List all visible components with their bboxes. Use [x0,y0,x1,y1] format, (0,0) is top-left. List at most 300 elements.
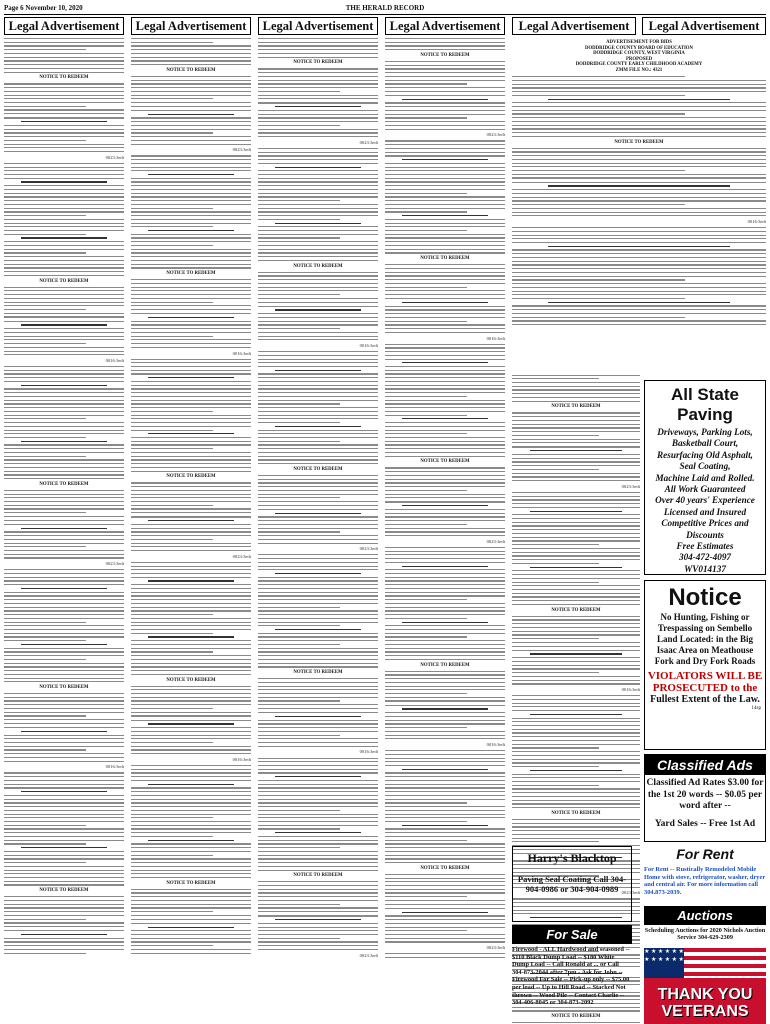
text-line [4,735,124,736]
bold-address-line [402,622,488,623]
text-line [131,892,251,893]
text-line [131,200,251,201]
text-line [4,437,86,438]
text-line [131,400,251,401]
text-line [258,494,378,495]
text-line [512,110,766,111]
text-line [4,136,124,137]
text-line [4,919,86,920]
text-line [4,321,124,322]
column-3 [258,17,378,1024]
text-line [512,424,640,425]
text-line [4,512,86,513]
text-line [258,592,378,593]
text-line [385,858,505,859]
text-line [512,706,640,707]
text-line [385,919,505,920]
text-line [258,686,378,687]
text-line [4,252,86,253]
text-line [385,381,505,382]
text-line [4,264,124,265]
text-line [131,444,251,445]
text-line [131,949,251,950]
legal-heading: Legal Advertisement [258,17,378,35]
text-line [385,204,505,205]
text-line [385,531,505,532]
text-line [4,147,124,148]
text-line [131,381,251,382]
ad-line: All Work Guaranteed [664,484,746,495]
text-line [4,715,86,716]
text-line [131,336,213,337]
text-line [512,287,766,288]
text-line [131,614,213,615]
text-line [4,625,124,626]
text-line [385,223,505,224]
text-line [131,163,251,164]
yard-sales-note: Yard Sales -- Free 1st Ad [654,818,756,829]
text-line [512,646,640,647]
text-line [258,204,378,205]
text-line [385,226,505,227]
text-line [131,584,251,585]
text-line [385,328,505,329]
section-heading: NOTICE TO REDEEM [293,670,343,676]
text-line [131,411,213,412]
text-line [258,415,378,416]
text-line [512,574,640,575]
text-line [512,751,640,752]
text-line [385,569,505,570]
text-line [4,459,124,460]
text-line [258,949,378,950]
text-line [131,851,251,852]
text-line [512,442,640,443]
text-line [385,610,505,611]
text-line [131,83,251,84]
text-line [512,807,640,808]
text-line [258,765,378,766]
text-line [512,788,640,789]
bold-address-line [275,223,361,224]
text-line [4,106,86,107]
text-line [4,907,124,908]
text-line [131,772,251,773]
text-line [258,636,378,637]
bold-address-line [402,708,488,709]
text-line [4,546,86,547]
text-line [258,178,378,179]
text-line [4,674,124,675]
text-line [385,892,505,893]
text-line [131,866,251,867]
text-line [131,343,251,344]
text-line [4,332,124,333]
text-line [385,237,505,238]
bold-address-line [275,776,361,777]
text-line [385,735,505,736]
for-rent-section [644,846,766,896]
text-line [385,693,467,694]
text-line [385,140,505,141]
text-line [4,761,124,762]
text-line [4,877,124,878]
text-line [258,554,378,555]
text-line [512,257,766,258]
text-line [258,855,378,856]
text-line [258,114,378,115]
text-line [258,87,378,88]
text-line [131,930,251,931]
text-line [258,68,378,69]
text-line [512,657,640,658]
text-line [4,347,124,348]
text-line [385,208,505,209]
text-line [512,208,766,209]
text-line [385,411,505,412]
text-line [385,125,505,126]
text-line [385,562,505,563]
text-line [512,461,640,462]
legal-heading: Legal Advertisement [642,17,766,35]
text-line [4,666,124,667]
text-line [131,934,251,935]
text-line [131,562,251,563]
text-line [385,934,505,935]
text-line [4,343,86,344]
text-line [512,102,766,103]
text-line [131,181,251,182]
text-line [131,260,251,261]
bold-address-line [275,629,361,630]
text-line [131,452,251,453]
text-line [258,279,378,280]
bold-address-line [21,791,107,792]
text-line [512,826,640,827]
text-line [258,802,378,803]
text-line [385,317,505,318]
text-line [385,885,505,886]
text-line [4,215,86,216]
text-line [258,230,378,231]
text-line [131,900,251,901]
text-line [512,631,640,632]
text-line [512,627,640,628]
text-line [258,463,378,464]
text-line [385,110,505,111]
text-line [4,573,124,574]
text-line [4,840,124,841]
text-line [385,72,505,73]
text-line [258,396,378,397]
text-line [131,821,251,822]
text-line [512,177,766,178]
text-line [131,806,251,807]
text-line [258,787,378,788]
text-line [4,584,124,585]
text-line [258,388,378,389]
text-line [131,448,213,449]
bold-address-line [148,840,234,841]
text-line [258,666,378,667]
text-line [131,60,251,61]
text-line [4,670,124,671]
text-line [131,566,251,567]
ad-code: 0016:3edt [486,742,505,747]
text-line [131,573,251,574]
text-line [385,547,505,548]
text-line [258,516,378,517]
text-line [258,260,378,261]
text-line [385,644,505,645]
text-line [4,505,124,506]
text-line [258,700,340,701]
text-line [512,212,766,213]
section-heading: NOTICE TO REDEEM [166,271,216,277]
text-line [385,275,505,276]
text-line [512,386,640,387]
text-line [385,170,505,171]
text-line [4,784,124,785]
text-line [131,799,251,800]
text-line [258,742,378,743]
text-line [385,636,467,637]
for-rent-body: For Rent -- Rustically Remodeled Mobile Home with stove, refrigerator, washer, dryer and central air. For more information call 304.873-2039. [644,866,766,896]
text-line [512,563,599,564]
text-line [4,678,124,679]
text-line [258,159,378,160]
text-line [4,204,124,205]
text-line [258,814,378,815]
text-line [258,215,378,216]
text-line [4,444,124,445]
text-line [4,196,124,197]
bold-address-line [530,567,622,568]
text-line [512,736,640,737]
text-line [4,636,124,637]
text-line [512,552,640,553]
text-line [258,422,340,423]
text-line [258,95,378,96]
bold-address-line [21,528,107,529]
text-line [512,454,640,455]
text-line [512,604,640,605]
bold-address-line [530,450,622,451]
ad-line: Competitive Prices and [661,518,749,529]
ad-line: Driveways, Parking Lots, [657,427,753,437]
text-line [131,241,251,242]
text-line [4,219,124,220]
text-line [258,520,378,521]
column-2 [131,17,251,1024]
text-line [4,633,124,634]
text-line [131,256,251,257]
text-line [258,735,340,736]
section-heading: NOTICE TO REDEEM [293,466,343,472]
text-line [131,362,251,363]
text-line [258,712,378,713]
text-line [385,486,505,487]
text-line [258,448,378,449]
text-line [4,651,124,652]
veterans-text: THANK YOU VETERANS [657,986,753,1020]
text-line [512,324,766,325]
text-line [512,518,640,519]
bold-address-line [275,167,361,168]
text-line [512,600,640,601]
text-line [131,279,251,280]
ad-line: Basketball Court, [671,438,739,449]
text-line [4,200,124,201]
ad-code: 0016:3edt [359,749,378,755]
text-line [4,881,124,882]
text-line [512,672,599,673]
text-line [131,915,251,916]
text-line [258,769,378,770]
text-line [258,355,378,356]
text-line [4,400,124,401]
text-line [385,234,505,235]
text-line [131,287,251,288]
ad-title: All State Paving [670,385,740,424]
text-line [385,181,505,182]
text-line [385,618,467,619]
text-line [385,241,505,242]
text-line [385,471,505,472]
text-line [4,825,86,826]
text-line [4,91,124,92]
text-line [131,459,251,460]
text-line [131,577,251,578]
text-line [258,174,378,175]
text-line [4,592,124,593]
text-line [258,505,378,506]
text-line [4,915,124,916]
text-line [4,941,124,942]
text-line [512,166,766,167]
text-line [258,761,378,762]
bold-address-line [548,246,731,247]
text-line [385,607,505,608]
text-line [4,275,124,276]
text-line [258,723,378,724]
text-line [131,889,251,890]
text-line [131,42,213,43]
section-heading: NOTICE TO REDEEM [293,60,343,66]
bold-address-line [21,934,107,935]
bold-address-line [148,927,234,928]
text-line [4,403,124,404]
ad-code: 0023:3edt [621,890,640,896]
text-line [385,580,505,581]
text-line [385,761,505,762]
page-date: Page 6 November 10, 2020 [4,4,83,12]
text-line [131,625,251,626]
text-line [385,832,505,833]
text-line [512,279,685,280]
text-line [385,163,505,164]
text-line [512,480,640,481]
text-line [385,772,505,773]
text-line [4,211,124,212]
text-line [512,578,640,579]
text-line [385,697,505,698]
text-line [512,570,640,571]
text-line [131,193,251,194]
text-line [385,633,505,634]
bold-address-line [21,731,107,732]
text-line [4,569,124,570]
text-line [512,544,599,545]
text-line [512,766,599,767]
ad-code: 0023:3edt [359,139,378,145]
text-line [385,551,505,552]
bold-address-line [402,418,488,419]
text-line [4,501,124,502]
text-line [4,305,124,306]
text-line [4,407,124,408]
text-line [4,185,124,186]
text-line [131,170,251,171]
text-line [512,529,640,530]
text-line [385,193,467,194]
text-line [385,625,505,626]
text-line [258,200,340,201]
text-line [4,873,124,874]
text-line [4,843,86,844]
text-line [385,287,467,288]
text-line [258,80,378,81]
text-line [131,720,251,721]
bold-address-line [21,441,107,442]
text-line [258,930,378,931]
text-line [4,366,124,367]
text-line [131,543,251,544]
section-heading: NOTICE TO REDEEM [420,52,470,58]
text-line [512,298,685,299]
text-line [131,249,251,250]
violators-text: VIOLATORS WILL BE PROSECUTED to the [647,670,763,694]
text-line [4,426,124,427]
ad-code: 0023:3edt [486,538,505,544]
text-line [385,881,505,882]
text-line [385,847,505,848]
text-line [258,738,378,739]
bold-address-line [402,566,488,567]
section-heading: NOTICE TO REDEEM [39,75,89,81]
text-line [131,64,251,65]
text-line [512,533,640,534]
text-line [131,294,251,295]
text-line [258,226,378,227]
text-line [258,746,378,747]
text-line [4,697,124,698]
text-line [4,95,124,96]
text-line [512,593,640,594]
text-line [385,76,505,77]
text-line [131,546,251,547]
text-line [385,720,505,721]
ad-code: 0023:3edt [232,553,251,559]
text-line [385,249,505,250]
text-line [385,178,505,179]
text-line [4,163,124,164]
text-line [131,185,251,186]
for-rent-heading: For Rent [676,846,734,862]
adv-line: DODDRIDGE COUNTY BOARD OF EDUCATION [584,45,694,51]
text-line [4,422,124,423]
text-line [258,275,378,276]
